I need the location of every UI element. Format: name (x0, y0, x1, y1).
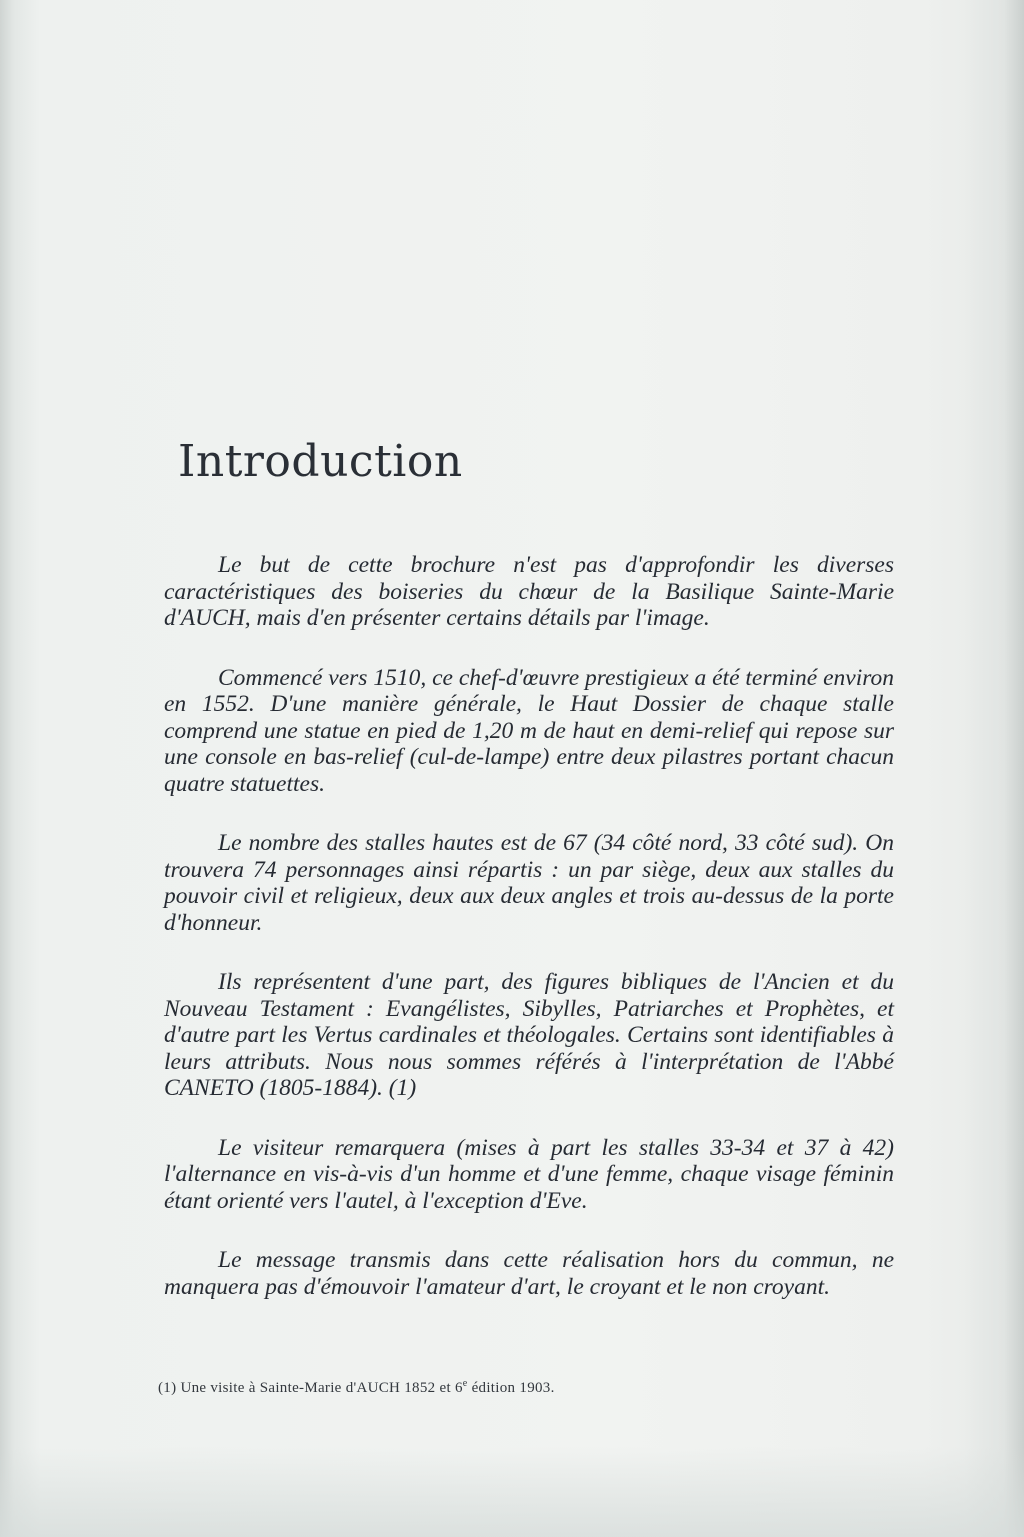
introduction-body (164, 552, 894, 1333)
page-edge-shadow (964, 0, 1024, 1537)
paragraph: Le message transmis dans cette réalisation hors du commun, ne manquera pas d'émouvoir l'amateur d'art, le croyant et le non croyant. (164, 1247, 894, 1300)
footnote-superscript: e (462, 1378, 468, 1389)
paragraph: Le but de cette brochure n'est pas d'approfondir les diverses caractéristiques des boiseries du chœur de la Basilique Sainte-Marie d'AUCH, mais d'en présenter certains détails par l'image. (164, 552, 894, 631)
paragraph: Ils représentent d'une part, des figures bibliques de l'Ancien et du Nouveau Testament : Evangélistes, Sibylles, Patriarches et Prophètes, et d'autre part les Vertus cardinales et théologales. Certains sont identifiables à leurs attributs. Nous nous sommes référés à l'interprétation de l'Abbé CANETO (1805-1884). (1) (164, 969, 894, 1101)
footnote (158, 1378, 555, 1397)
footnote-text-end: édition 1903. (467, 1380, 555, 1396)
footnote-text: (1) Une visite à Sainte-Marie d'AUCH 1852 et 6 (158, 1380, 463, 1396)
paragraph: Le visiteur remarquera (mises à part les stalles 33-34 et 37 à 42) l'alternance en vis-à-vis d'un homme et d'une femme, chaque visage féminin étant orienté vers l'autel, à l'exception d'Eve. (164, 1134, 894, 1214)
page-bottom-shadow (0, 1447, 1024, 1537)
page-title: Introduction (178, 436, 463, 487)
paragraph: Le nombre des stalles hautes est de 67 (34 côté nord, 33 côté sud). On trouvera 74 personnages ainsi répartis : un par siège, deux aux stalles du pouvoir civil et religieux, deux aux deux angles et trois au-dessus de la porte d'honneur. (164, 830, 894, 936)
paragraph: Commencé vers 1510, ce chef-d'œuvre prestigieux a été terminé environ en 1552. D'une manière générale, le Haut Dossier de chaque stalle comprend une statue en pied de 1,20 m de haut en demi-relief qui repose sur une console en bas-relief (cul-de-lampe) entre deux pilastres portant chacun quatre statuettes. (164, 664, 894, 797)
